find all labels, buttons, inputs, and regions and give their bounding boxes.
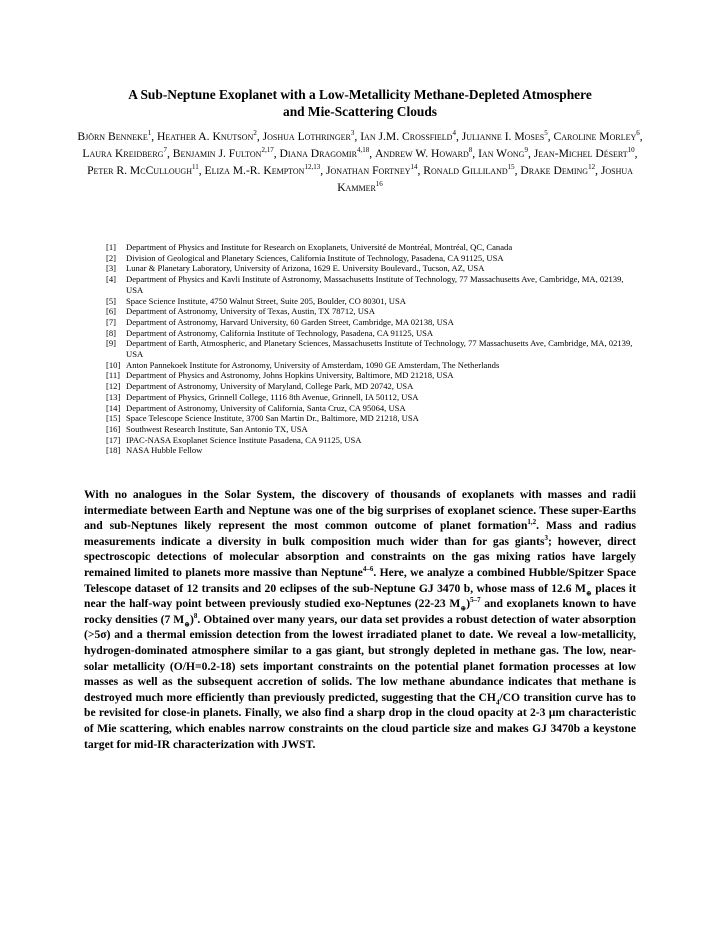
- author-name: Ronald Gilliland: [423, 164, 508, 177]
- author: [77, 130, 157, 143]
- author-name: Laura Kreidberg: [82, 147, 164, 160]
- affiliation-item: [106, 296, 640, 307]
- affiliation-number: [15]: [106, 413, 121, 424]
- abstract-text: and exoplanets known to have rocky densities (7 M: [84, 597, 636, 626]
- author-affiliation-ref: 15: [507, 163, 515, 172]
- author-separator: ,: [273, 147, 280, 160]
- author-affiliation-ref: 8: [468, 146, 473, 155]
- earth-symbol: ⊕: [460, 604, 467, 613]
- citation-ref: 3: [544, 533, 548, 542]
- author-name: Eliza M.-R. Kempton: [204, 164, 305, 177]
- author-affiliation-ref: 2,17: [261, 146, 274, 155]
- author-affiliation-ref: 6: [636, 129, 640, 138]
- author-separator: ,: [527, 147, 534, 160]
- affiliation-item: [106, 274, 640, 295]
- affiliation-text: NASA Hubble Fellow: [126, 445, 203, 456]
- abstract-text: places it near the half-way point between previously studied exo-Neptunes (22-23 M: [84, 581, 636, 611]
- author: [478, 147, 534, 160]
- affiliation-item: [106, 242, 640, 253]
- author-name: Joshua Kammer: [337, 164, 633, 194]
- author-name: Björn Benneke: [77, 130, 148, 143]
- author: [534, 147, 638, 160]
- author-affiliation-ref: 4,18: [356, 146, 370, 155]
- affiliation-item: [106, 413, 640, 424]
- author: [87, 164, 202, 177]
- author-affiliation-ref: 12: [588, 163, 596, 172]
- affiliation-text: Space Science Institute, 4750 Walnut Street, Suite 205, Boulder, CO 80301, USA: [126, 295, 406, 306]
- chemical-subscript: 4: [495, 698, 500, 707]
- affiliation-text: Department of Physics, Grinnell College, 1116 8th Avenue, Grinnell, IA 50112, USA: [126, 391, 419, 402]
- affiliation-number: [3]: [106, 263, 117, 274]
- affiliation-item: [106, 328, 640, 339]
- affiliation-text: Southwest Research Institute, San Antonio TX, USA: [126, 423, 308, 434]
- author-affiliation-ref: 10: [627, 146, 635, 155]
- affiliation-number: [6]: [106, 306, 117, 317]
- author-name: Heather A. Knutson: [157, 130, 254, 143]
- affiliation-item: [106, 403, 640, 414]
- author-affiliation-ref: 5: [544, 129, 548, 138]
- author-affiliation-ref: 4: [452, 129, 456, 138]
- author-separator: ,: [417, 164, 424, 177]
- author-name: Benjamin J. Fulton: [172, 147, 262, 160]
- author-separator: ,: [472, 147, 479, 160]
- abstract-text: ): [466, 597, 471, 611]
- author-affiliation-ref: 1: [147, 129, 152, 138]
- affiliation-number: [2]: [106, 252, 117, 263]
- earth-symbol: ⊕: [585, 588, 592, 597]
- citation-ref: 4–6: [362, 565, 374, 574]
- author-name: Jonathan Fortney: [326, 164, 411, 177]
- author: [554, 130, 643, 143]
- abstract: [84, 487, 636, 752]
- affiliation-item: [106, 381, 640, 392]
- affiliation-text: Department of Astronomy, Harvard University, 60 Garden Street, Cambridge, MA 02138, USA: [126, 316, 454, 327]
- affiliation-list: [106, 242, 640, 456]
- author-affiliation-ref: 11: [191, 163, 199, 172]
- affiliation-item: [106, 253, 640, 264]
- author-affiliation-ref: 14: [410, 163, 418, 172]
- affiliation-text: IPAC-NASA Exoplanet Science Institute Pasadena, CA 91125, USA: [126, 434, 362, 445]
- author-name: Joshua Lothringer: [262, 130, 351, 143]
- author-separator: ,: [634, 147, 638, 160]
- author-name: Andrew W. Howard: [374, 147, 469, 160]
- affiliation-text: Department of Earth, Atmospheric, and Planetary Sciences, Massachusetts Institute of Technology, 77 Massachusetts Ave, Cambridge, MA, 02139, USA: [126, 338, 633, 360]
- affiliation-number: [4]: [106, 274, 117, 285]
- author-separator: ,: [595, 164, 601, 177]
- abstract-text: With no analogues in the Solar System, the discovery of thousands of exoplanets with masses and radii intermediate between Earth and Neptune was one of the big surprises of exoplanet science. These super-Earths and sub-Neptunes likely represent the most common outcome of planet formation: [84, 488, 636, 533]
- abstract-text: /CO transition curve has to be revisited for close-in planets. Finally, we also find a sharp drop in the cloud opacity at 2-3 µm characteristic of Mie scattering, which enables narrow constraints on the cloud particle size and makes GJ 3470b a keystone target for mid-IR characterization with JWST.: [84, 690, 636, 751]
- author-name: Ian Wong: [478, 147, 525, 160]
- affiliation-number: [12]: [106, 381, 121, 392]
- affiliation-item: [106, 392, 640, 403]
- author-name: Drake Deming: [520, 164, 589, 177]
- affiliation-text: Department of Physics and Astronomy, Johns Hopkins University, Baltimore, MD 21218, USA: [126, 370, 454, 381]
- author: [173, 147, 280, 160]
- affiliation-text: Department of Astronomy, University of Texas, Austin, TX 78712, USA: [126, 306, 375, 317]
- author: [462, 130, 554, 143]
- citation-ref: 8: [193, 611, 198, 620]
- affiliation-item: [106, 370, 640, 381]
- affiliation-number: [18]: [106, 445, 121, 456]
- paper-title: [60, 86, 660, 120]
- author-affiliation-ref: 9: [524, 146, 528, 155]
- affiliation-number: [7]: [106, 316, 117, 327]
- author-separator: ,: [166, 147, 173, 160]
- author-name: Jean-Michel Désert: [533, 147, 628, 160]
- author-separator: ,: [354, 130, 361, 143]
- affiliation-number: [8]: [106, 327, 117, 338]
- author-name: Julianne I. Moses: [461, 130, 545, 143]
- affiliation-text: Department of Astronomy, University of California, Santa Cruz, CA 95064, USA: [126, 402, 406, 413]
- affiliation-number: [1]: [106, 242, 117, 252]
- affiliation-text: Space Telescope Science Institute, 3700 San Martin Dr., Baltimore, MD 21218, USA: [126, 413, 419, 424]
- author: [423, 164, 520, 177]
- citation-ref: 1,2: [527, 518, 537, 527]
- author-affiliation-ref: 12,13: [304, 163, 321, 172]
- affiliation-item: [106, 317, 640, 328]
- abstract-text: . Obtained over many years, our data set provides a robust detection of water absorption (>5σ) and a thermal emission detection from the lowest irradiated planet to date. We reveal a low-metallicity, hydrogen-dominated atmosphere similar to a gas giant, but strongly depleted in methane gas. The low, near-solar metallicity (O/H=0.2-18) sets important constraints on the potential planet formation processes at low masses as well as the subsequent accretion of solids. The low methane abundance indicates that methane is destroyed much more efficiently than previously predicted, suggesting that the CH: [84, 612, 636, 704]
- affiliation-item: [106, 360, 640, 371]
- affiliation-number: [11]: [106, 370, 120, 381]
- author-separator: ,: [514, 164, 521, 177]
- abstract-text: . Here, we analyze a combined Hubble/Spitzer Space Telescope dataset of 12 transits and 20 eclipses of the sub-Neptune GJ 3470 b, whose mass of 12.6 M: [84, 565, 637, 595]
- author-affiliation-ref: 16: [375, 180, 383, 189]
- affiliation-text: Department of Astronomy, California Institute of Technology, Pasadena, CA 91125, USA: [126, 327, 434, 338]
- author: [157, 130, 263, 143]
- affiliation-item: [106, 338, 640, 359]
- author-separator: ,: [547, 130, 554, 143]
- affiliation-number: [9]: [106, 338, 117, 349]
- author-affiliation-ref: 3: [350, 129, 355, 138]
- author-separator: ,: [151, 130, 158, 143]
- affiliation-text: Department of Physics and Kavli Institute of Astronomy, Massachusetts Institute of Technology, 77 Massachusetts Ave, Cambridge, MA, 02139, USA: [126, 274, 624, 295]
- author-separator: ,: [369, 147, 375, 160]
- author-name: Peter R. McCullough: [87, 164, 192, 177]
- author-separator: ,: [198, 164, 202, 177]
- author-separator: ,: [455, 130, 462, 143]
- affiliation-text: Anton Pannekoek Institute for Astronomy, University of Amsterdam, 1090 GE Amsterdam, The Netherlands: [126, 359, 500, 370]
- affiliation-text: Department of Physics and Institute for Research on Exoplanets, Université de Montréal, Montréal, QC, Canada: [126, 242, 513, 252]
- affiliation-item: [106, 263, 640, 274]
- author-affiliation-ref: 7: [163, 146, 167, 155]
- author: [360, 130, 462, 143]
- author: [375, 147, 478, 160]
- abstract-text: ; however, direct spectroscopic detections of molecular absorption and constraints on the gas mixing ratios have largely remained limited to planets more massive than Neptune: [84, 534, 636, 579]
- title-line-2: and Mie-Scattering Clouds: [283, 104, 437, 119]
- affiliation-text: Lunar & Planetary Laboratory, University of Arizona, 1629 E. University Boulevard., Tucson, AZ, USA: [126, 263, 485, 274]
- affiliation-number: [13]: [106, 391, 121, 402]
- author: [326, 164, 423, 177]
- affiliation-item: [106, 306, 640, 317]
- author-name: Caroline Morley: [553, 130, 637, 143]
- title-line-1: A Sub-Neptune Exoplanet with a Low-Metallicity Methane-Depleted Atmosphere: [128, 87, 592, 102]
- author-separator: ,: [639, 130, 643, 143]
- affiliation-text: Department of Astronomy, University of Maryland, College Park, MD 20742, USA: [126, 381, 414, 392]
- affiliation-text: Division of Geological and Planetary Sciences, California Institute of Technology, Pasadena, CA 91125, USA: [126, 252, 504, 263]
- affiliation-number: [17]: [106, 434, 121, 445]
- author-separator: ,: [256, 130, 263, 143]
- author: [82, 147, 172, 160]
- author: [520, 164, 600, 177]
- author-affiliation-ref: 2: [253, 129, 257, 138]
- affiliation-item: [106, 435, 640, 446]
- author: [263, 130, 361, 143]
- author-name: Ian J.M. Crossfield: [360, 130, 453, 143]
- affiliation-number: [16]: [106, 423, 121, 434]
- earth-symbol: ⊕: [184, 620, 191, 629]
- abstract-text: . Mass and radius measurements indicate a diversity in bulk composition much wider than for gas giants: [84, 519, 636, 548]
- author: [205, 164, 326, 177]
- abstract-text: ): [190, 612, 194, 626]
- author: [280, 147, 375, 160]
- affiliation-item: [106, 424, 640, 435]
- affiliation-number: [10]: [106, 359, 121, 370]
- affiliation-item: [106, 445, 640, 456]
- author-name: Diana Dragomir: [279, 147, 357, 160]
- affiliation-number: [14]: [106, 402, 121, 413]
- citation-ref: 5–7: [470, 596, 481, 605]
- affiliation-number: [5]: [106, 295, 117, 306]
- author-separator: ,: [320, 164, 327, 177]
- author-list: [70, 128, 650, 196]
